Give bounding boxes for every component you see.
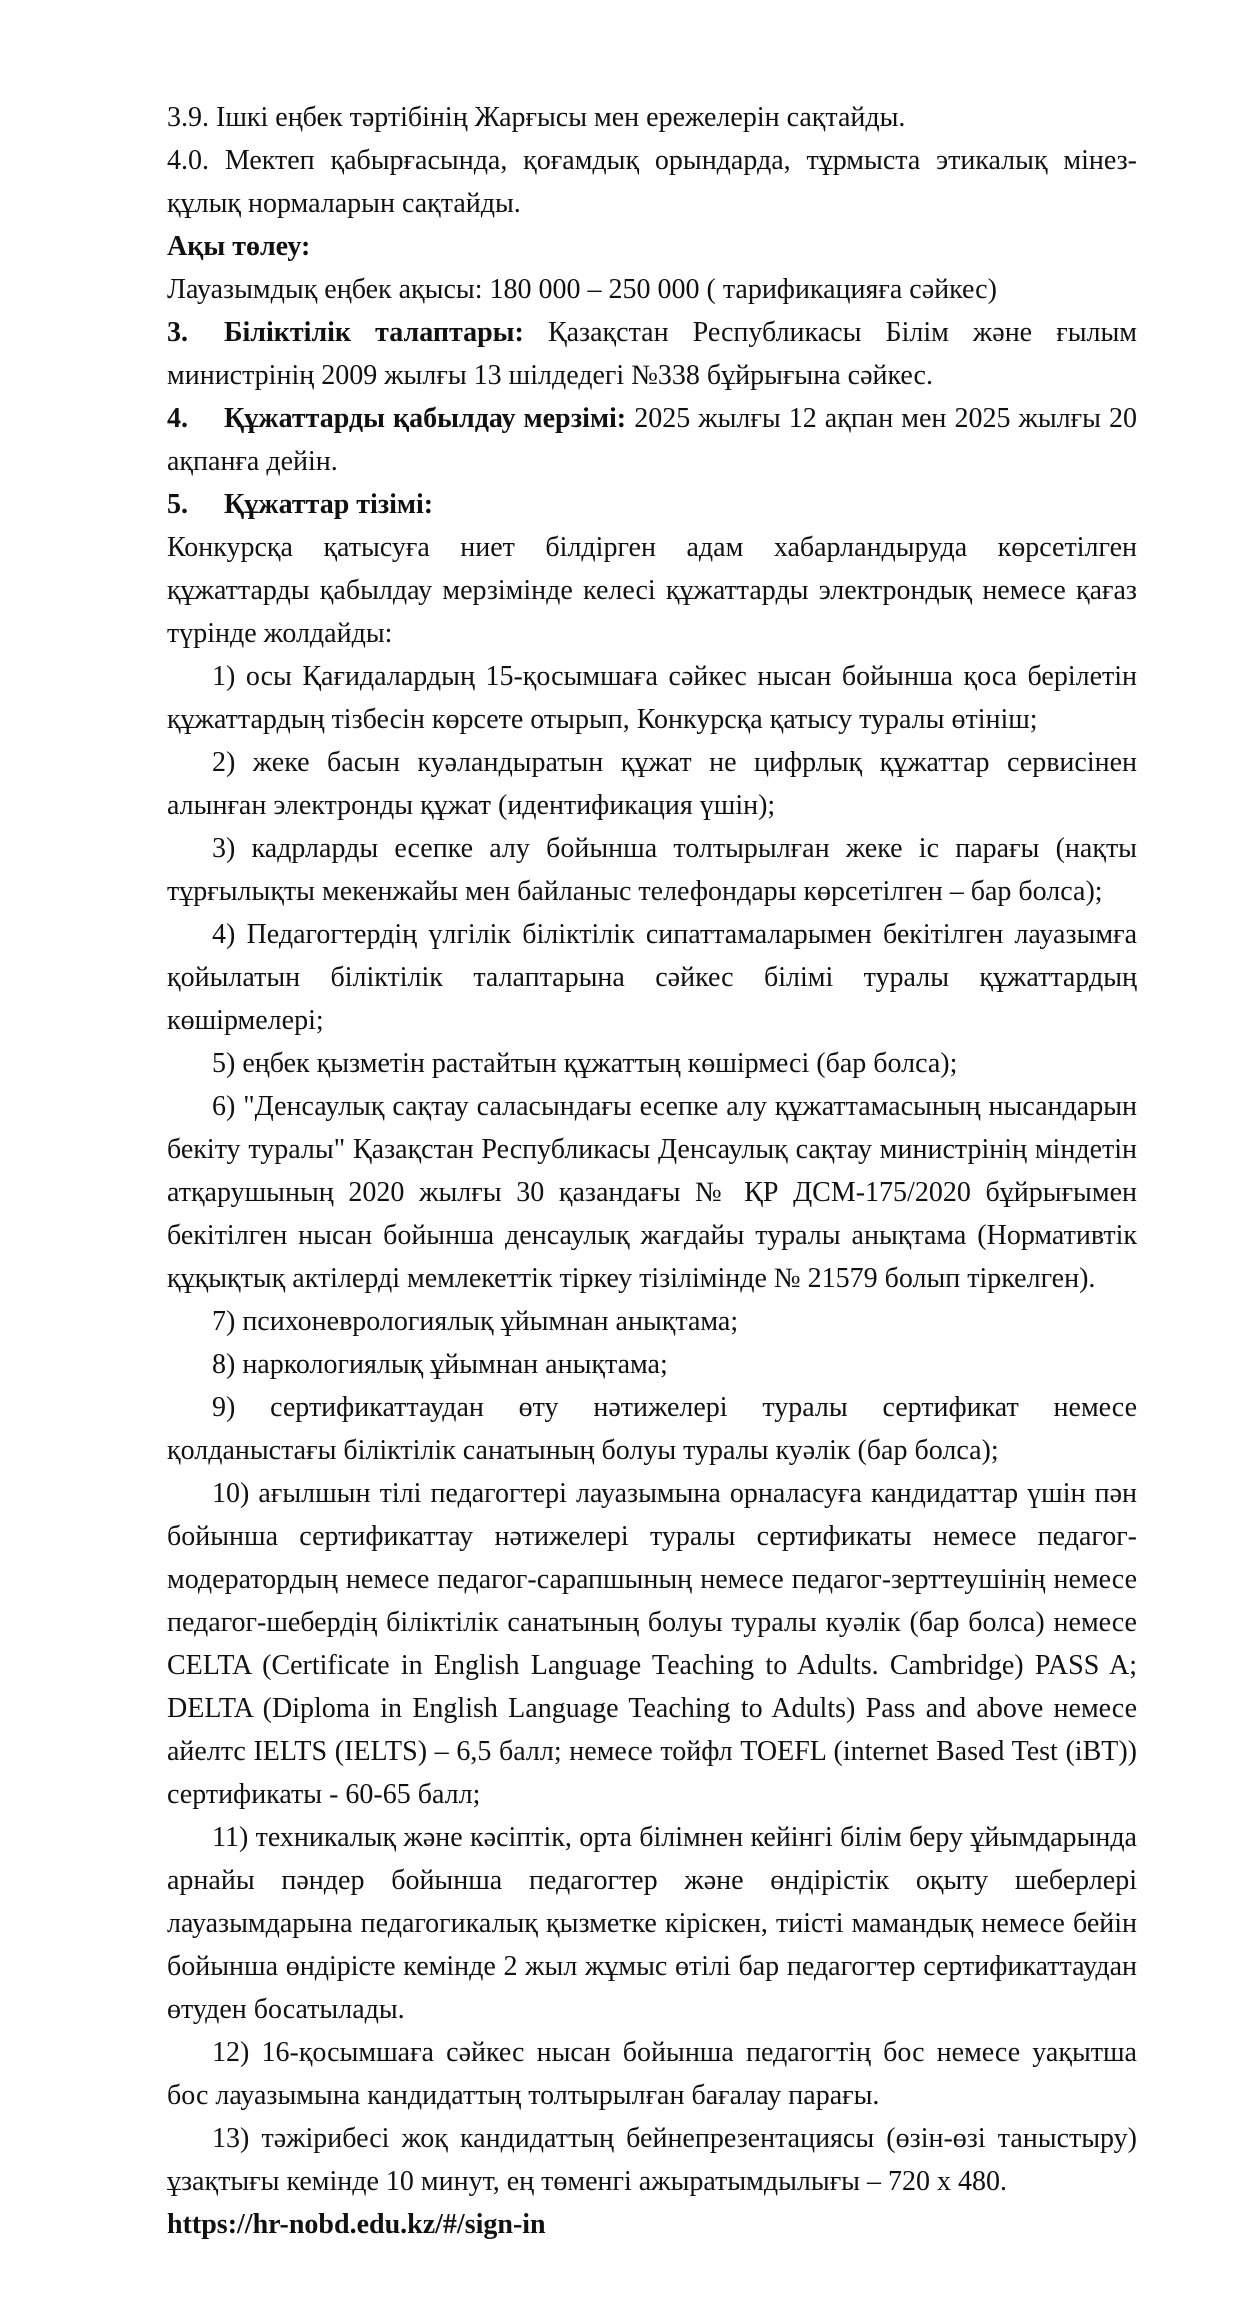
- list-item-1: 1) осы Қағидалардың 15-қосымшаға сәйкес нысан бойынша қоса берілетін құжаттардың тізбесін көрсете отырып, Конкурсқа қатысу туралы өтініш;: [167, 661, 1137, 735]
- section-title: Біліктілік талаптары:: [224, 317, 524, 348]
- list-item-12: 12) 16-қосымшаға сәйкес нысан бойынша педагогтің бос немесе уақытша бос лауазымына кандидаттың толтырылған бағалау парағы.: [167, 2037, 1137, 2111]
- list-item-2: 2) жеке басын куәландыратын құжат не цифрлық құжаттар сервисінен алынған электронды құжат (идентификация үшін);: [167, 747, 1137, 821]
- section-number: 3.: [167, 317, 188, 348]
- paragraph-rule-3-9: 3.9. Ішкі еңбек тәртібінің Жарғысы мен ережелерін сақтайды.: [167, 102, 906, 133]
- signin-url-line: [167, 2203, 1137, 2246]
- section-document-list: [167, 483, 1137, 526]
- section-body: Қазақстан Республикасы Білім және ғылым министрінің 2009 жылғы 13 шілдедегі №338 бұйрығына сәйкес.: [167, 317, 1138, 391]
- section-number: 5.: [167, 489, 188, 520]
- list-item-8: 8) наркологиялық ұйымнан анықтама;: [212, 1349, 668, 1380]
- section-title: Құжаттарды қабылдау мерзімі:: [224, 403, 627, 434]
- section-body: 2025 жылғы 12 ақпан мен 2025 жылғы 20 ақпанға дейін.: [167, 403, 1137, 477]
- intro-paragraph: Конкурсқа қатысуға ниет білдірген адам хабарландыруда көрсетілген құжаттарды қабылдау мерзімінде келесі құжаттарды электрондық немесе қағаз түрінде жолдайды:: [167, 532, 1137, 649]
- list-item-13: 13) тәжірибесі жоқ кандидаттың бейнепрезентациясы (өзін-өзі таныстыру) ұзақтығы кемінде 10 минут, ең төменгі ажыратымдылығы – 720 x 480.: [167, 2123, 1137, 2197]
- list-item-11: 11) техникалық және кәсіптік, орта білімнен кейінгі білім беру ұйымдарында арнайы пәндер бойынша педагогтер және өндірістік оқыту шеберлері лауазымдарына педагогикалық қызметке кіріскен, тиісті мамандық немесе бейін бойынша өндірісте кемінде 2 жыл жұмыс өтілі бар педагогтер сертификаттаудан өтуден босатылады.: [167, 1822, 1137, 2025]
- section-qualification-requirements: [167, 311, 1137, 397]
- list-item-7: 7) психоневрологиялық ұйымнан анықтама;: [212, 1306, 739, 1337]
- list-item-3: 3) кадрларды есепке алу бойынша толтырылған жеке іс парағы (нақты тұрғылықты мекенжайы мен байланыс телефондары көрсетілген – бар болса);: [167, 833, 1137, 907]
- list-item-5: 5) еңбек қызметін растайтын құжаттың көшірмесі (бар болса);: [212, 1048, 958, 1079]
- section-title: Құжаттар тізімі:: [224, 489, 434, 520]
- section-application-period: [167, 397, 1137, 483]
- list-item-9: 9) сертификаттаудан өту нәтижелері туралы сертификат немесе қолданыстағы біліктілік санатының болуы туралы куәлік (бар болса);: [167, 1392, 1137, 1466]
- list-item-10: 10) ағылшын тілі педагогтері лауазымына орналасуға кандидаттар үшін пән бойынша сертификаттау нәтижелері туралы сертификаты немесе педагог-модератордың немесе педагог-сарапшының немесе педагог-зерттеушінің немесе педагог-шебердің біліктілік санатының болуы туралы куәлік (бар болса) немесе CELTA (Certificate in English Language Teaching to Adults. Cambridge) PASS A; DELTA (Diploma in English Language Teaching to Adults) Pass and above немесе айелтс IELTS (IELTS) – 6,5 балл; немесе тойфл TOEFL (internet Based Test (iBT)) сертификаты - 60-65 балл;: [167, 1478, 1137, 1810]
- signin-url-link[interactable]: https://hr-nobd.edu.kz/#/sign-in: [167, 2209, 546, 2240]
- salary-line: Лауазымдық еңбек ақысы: 180 000 – 250 000 ( тарификацияға сәйкес): [167, 274, 997, 305]
- pay-heading: Ақы төлеу:: [167, 231, 311, 262]
- list-item-4: 4) Педагогтердің үлгілік біліктілік сипаттамаларымен бекітілген лауазымға қойылатын біліктілік талаптарына сәйкес білімі туралы құжаттардың көшірмелері;: [167, 919, 1137, 1036]
- section-number: 4.: [167, 403, 188, 434]
- list-item-6: 6) "Денсаулық сақтау саласындағы есепке алу құжаттамасының нысандарын бекіту туралы" Қазақстан Республикасы Денсаулық сақтау министрінің міндетін атқарушының 2020 жылғы 30 қазандағы № ҚР ДСМ-175/2020 бұйрығымен бекітілген нысан бойынша денсаулық жағдайы туралы анықтама (Нормативтік құқықтық актілерді мемлекеттік тіркеу тізілімінде № 21579 болып тіркелген).: [167, 1091, 1137, 1294]
- paragraph-rule-4-0: 4.0. Мектеп қабырғасында, қоғамдық орындарда, тұрмыста этикалық мінез-құлық нормаларын сақтайды.: [167, 145, 1137, 219]
